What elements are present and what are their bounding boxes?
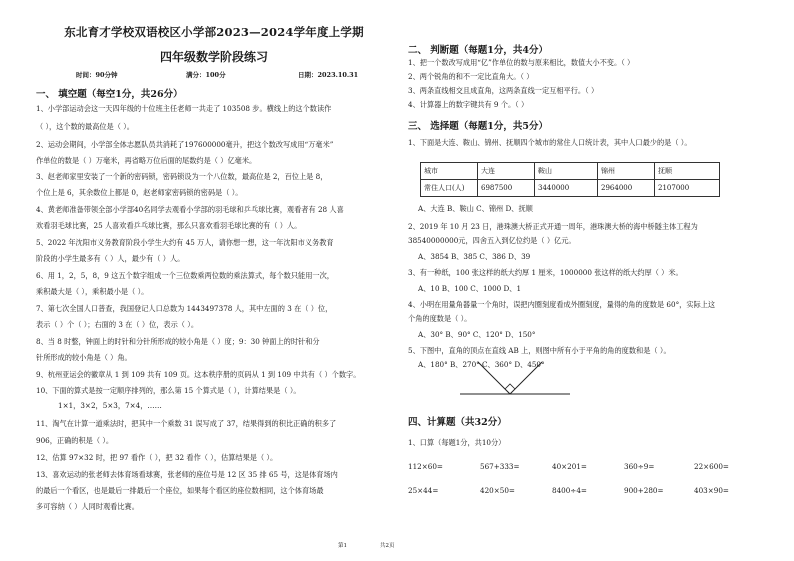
table-row [421, 180, 720, 197]
question-line: 阶段的小学生最多有（ ）人，最少有（ ）人。 [36, 254, 185, 263]
section-fill-in: 一、 填空题（每空1分，共26分） [36, 89, 183, 100]
question-line: 4、黄老师准备带领全部小学部40名同学去观看小学部的羽毛球和乒乓球比赛，观看者有 28 人喜 [36, 205, 344, 214]
choice-options: A、3854 B、385 C、386 D、39 [418, 252, 531, 261]
exam-title: 东北育才学校双语校区小学部2023—2024学年度上学期 [64, 25, 364, 39]
question-line: 针所形成的较小角是（ ）角。 [36, 353, 132, 362]
choice-question: 1、下面是大连、鞍山、锦州、抚顺四个城市的常住人口统计表，其中人口最少的是（ ）。 [408, 138, 692, 147]
right-angle-mark [505, 384, 515, 389]
section-calc: 四、计算题（共32分） [408, 417, 507, 428]
choice-question: 2、2019 年 10 月 23 日，港珠澳大桥正式开通一周年，港珠澳大桥的海中桥隧主体工程为 [408, 222, 698, 231]
question-line: 2、运动会期间，小学部全体志愿队员共消耗了197600000毫升，把这个数改写成用“万毫米” [36, 140, 334, 149]
question-line: 表示（ ）个（ ）；右面的 3 在（ ）位，表示（ ）。 [36, 320, 199, 329]
judge-item: 2、两个锐角的和不一定比直角大。（ ） [408, 72, 534, 81]
table-cell: 大连 [478, 163, 535, 180]
table-cell: 锦州 [598, 163, 655, 180]
judge-item: 3、两条直线相交且成直角，这两条直线一定互相平行。（ ） [408, 86, 599, 95]
question-line: 1、小学部运动会这一天四年级的十位班主任老师一共走了 103508 步。横线上的这个数读作 [36, 104, 332, 113]
question-line: 多可容纳（ ）人同时观看比赛。 [36, 502, 139, 511]
table-cell: 常住人口(人) [421, 180, 478, 197]
question-line: 10、下面的算式是按一定顺序排列的，那么第 15 个算式是（ ），计算结果是（ ）。 [36, 386, 301, 395]
exam-time: 时间：90分钟 [76, 71, 118, 79]
table-cell: 6987500 [478, 180, 535, 197]
question-line: 欢看羽毛球比赛，25 人喜欢看乒乓球比赛，那么只喜欢看羽毛球比赛的有（ ）人。 [36, 221, 302, 230]
calc-item: 900+280= [624, 486, 664, 495]
choice-options: A、180° B、270° C、360° D、450° [418, 360, 545, 369]
table-cell: 抚顺 [655, 163, 720, 180]
exam-date: 日期：2023.10.31 [298, 71, 359, 79]
table-cell: 2107000 [655, 180, 720, 197]
calc-item: 420×50= [480, 486, 515, 495]
calc-item: 360÷9= [624, 462, 655, 471]
judge-item: 4、计算器上的数字键共有 9 个。（ ） [408, 100, 529, 109]
question-line: 的最后一个看区，也是最后一排最后一个座位，如果每个看区的座位数相同，这个体育场最 [36, 486, 324, 495]
population-table [420, 162, 720, 197]
choice-question: 4、小明在用量角器量一个角时，误把内圈刻度看成外圈刻度，量得的角的度数是 60°，实际上这 [408, 300, 716, 309]
question-line: 906，正确的积是（ ）。 [36, 436, 114, 445]
table-row [421, 163, 720, 180]
calc-item: 112×60= [408, 462, 443, 471]
section-judge: 二、 判断题（每题1分，共4分） [408, 45, 549, 56]
calc-item: 8400÷4= [552, 486, 587, 495]
question-line: 12、估算 97×32 时，把 97 看作（ ），把 32 看作（ ），估算结果是（ ）。 [36, 453, 278, 462]
calc-item: 25×44= [408, 486, 439, 495]
question-line: 8、当 8 时整，钟面上的时针和分针所形成的较小角是（ ）度；9：30 钟面上的时针和分 [36, 337, 320, 346]
page-total: 共2页 [380, 543, 395, 549]
calc-item: 403×90= [694, 486, 729, 495]
right-angle-diagram [460, 356, 570, 398]
question-line: （ ），这个数的最高位是（ ）。 [36, 122, 134, 131]
question-line: 7、第七次全国人口普查，我国登记人口总数为 1443497378 人，其中左面的 3 在（ ）位， [36, 304, 333, 313]
choice-options: A、大连 B、鞍山 C、锦州 D、抚顺 [418, 204, 533, 213]
calc-item: 22×600= [694, 462, 729, 471]
choice-options: A、10 B、100 C、1000 D、1 [418, 284, 522, 293]
page-number: 第1 [338, 543, 347, 549]
calc-item: 567+333= [480, 462, 520, 471]
question-line: 13、喜欢运动的张老师去体育场看球赛，张老师的座位号是 12 区 35 排 65 号，这是体育场内 [36, 470, 338, 479]
calc-item: 40×201= [552, 462, 587, 471]
section-choice: 三、 选择题（每题1分，共5分） [408, 121, 549, 132]
question-line: 1×1，3×2，5×3，7×4，…… [58, 401, 162, 410]
choice-question: 5、下图中，直角的顶点在直线 AB 上，则图中所有小于平角的角的度数和是（ ）。 [408, 346, 671, 355]
judge-item: 1、把一个数改写成用“亿”作单位的数与原来相比，数值大小不变。（ ） [408, 58, 635, 67]
choice-question: 3、有一种纸，100 张这样的纸大约厚 1 厘米，1000000 张这样的纸大约厚（ ）米。 [408, 268, 683, 277]
question-line: 5、2022 年沈阳市义务教育阶段小学生大约有 45 万人，请你想一想，这一年沈阳市义务教育 [36, 238, 334, 247]
table-cell: 2964000 [598, 180, 655, 197]
table-cell: 城市 [421, 163, 478, 180]
oral-calc-heading: 1、口算（每题1分，共10分） [408, 438, 506, 447]
question-line: 作单位的数是（ ）万毫米，再省略万位后面的尾数约是（ ）亿毫米。 [36, 156, 257, 165]
question-line: 11、淘气在计算一道乘法时，把其中一个乘数 31 误写成了 37，结果得到的积比正确的积多了 [36, 419, 337, 428]
question-line: 3、赵老师家里安装了一个新的密码锁，密码锁设为一个八位数，最高位是 2，百位上是 8， [36, 172, 328, 181]
table-cell: 鞍山 [535, 163, 598, 180]
exam-score: 满分：100分 [186, 71, 226, 79]
question-line: 6、用 1，2，5，8，9 这五个数字组成一个三位数乘两位数的乘法算式，每个数只能用一次， [36, 271, 334, 280]
question-line: 9、杭州亚运会的徽章从 1 到 109 共有 109 页。这本秩序册的页码从 1 到 109 中共有（ ）个数字。 [36, 370, 361, 379]
question-line: 个位上是 6，其余数位上都是 0，赵老师家密码锁的密码是（ ）。 [36, 188, 243, 197]
choice-question: 个角的度数是（ ）。 [408, 314, 472, 323]
question-line: 乘积最大是（ ），乘积最小是（ ）。 [36, 287, 149, 296]
exam-subtitle: 四年级数学阶段练习 [159, 50, 268, 64]
table-cell: 3440000 [535, 180, 598, 197]
choice-options: A、30° B、90° C、120° D、150° [418, 330, 536, 339]
choice-question: 38540000000元，四舍五入到亿位约是（ ）亿元。 [408, 236, 576, 245]
